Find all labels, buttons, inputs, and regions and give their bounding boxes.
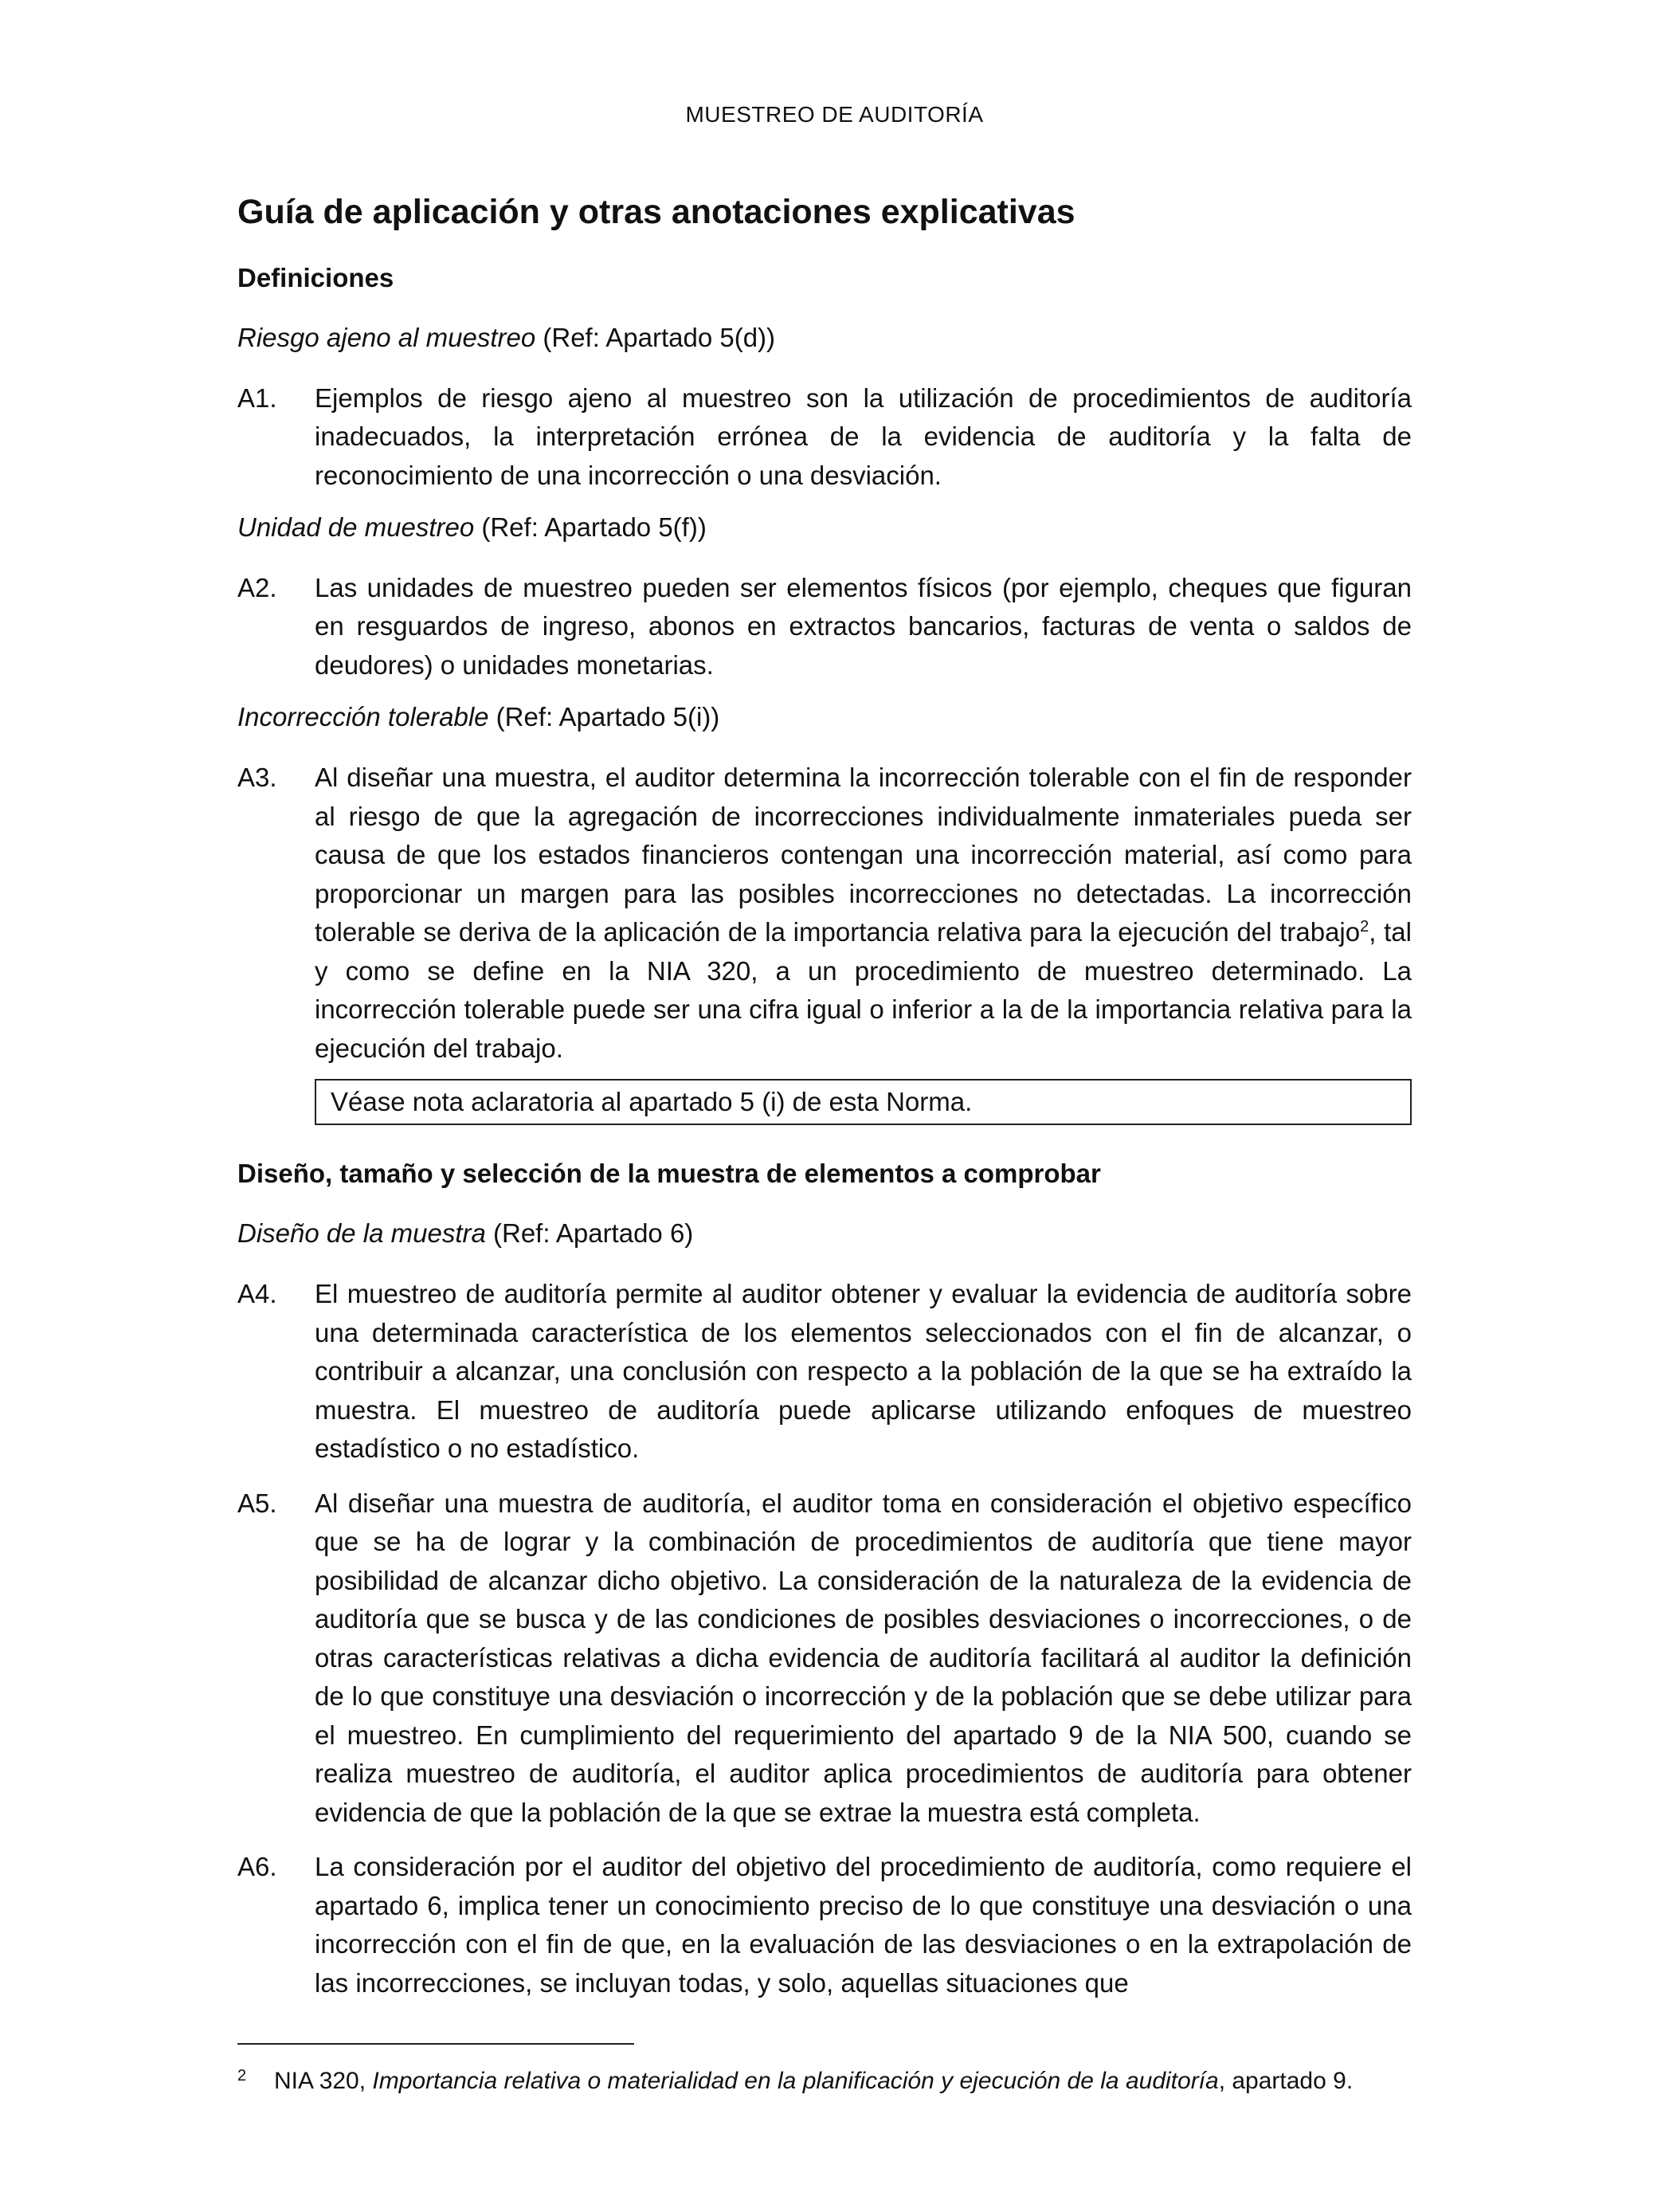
paragraph-a2	[237, 569, 1412, 685]
paragraph-a6	[237, 1848, 1412, 2002]
ref-heading-diseno	[237, 1217, 1412, 1251]
footnote	[237, 2064, 1412, 2099]
definiciones-title: Definiciones	[237, 262, 394, 292]
ref-heading-italic: Diseño de la muestra	[237, 1218, 486, 1249]
ref-heading-italic: Riesgo ajeno al muestreo	[237, 322, 536, 352]
paragraph-number: A3.	[237, 763, 277, 793]
paragraph-a4	[237, 1275, 1412, 1469]
footnote-text	[274, 2064, 1412, 2099]
ref-heading-italic: Unidad de muestreo	[237, 512, 475, 543]
diseno-title: Diseño, tamaño y selección de la muestra de elementos a comprobar	[237, 1159, 1101, 1189]
footnote-text-plain: NIA 320,	[274, 2068, 373, 2094]
paragraph-number: A4.	[237, 1279, 277, 1309]
paragraph-number: A6.	[237, 1852, 277, 1882]
paragraph-text: El muestreo de auditoría permite al auditor obtener y evaluar la evidencia de auditoría sobre una determinada característica de los elementos seleccionados con el fin de alcanzar, o contribuir a alcanzar, una conclusión con respecto a la población de la que se ha extraído la muestra. El muestreo de auditoría puede aplicarse utilizando enfoques de muestreo estadístico o no estadístico.	[315, 1279, 1412, 1464]
paragraph-a1	[237, 379, 1412, 496]
footnote-reference[interactable]: 2	[1360, 918, 1369, 936]
paragraph-text-part-1: Al diseñar una muestra, el auditor determina la incorrección tolerable con el fin de responder al riesgo de que la agregación de incorrecciones individualmente inmateriales pueda ser causa de que los estados financieros contengan una incorrección material, así como para proporcionar un margen para las posibles incorrecciones no detectadas. La incorrección tolerable se deriva de la aplicación de la importancia relativa para la ejecución del trabajo	[315, 763, 1412, 947]
footnote-number: 2	[237, 2067, 247, 2085]
paragraph-text-part-2: , tal y como se define en la NIA 320, a un procedimiento de muestreo determinado. La incorrección tolerable puede ser una cifra igual o inferior a la de la importancia relativa para la ejecución del trabajo.	[315, 917, 1412, 1063]
footnote-text-italic: Importancia relativa o materialidad en la planificación y ejecución de la auditoría	[372, 2068, 1219, 2094]
paragraph-text: Las unidades de muestreo pueden ser elementos físicos (por ejemplo, cheques que figuran en resguardos de ingreso, abonos en extractos bancarios, facturas de venta o saldos de deudores) o unidades monetarias.	[315, 572, 1412, 680]
running-header: MUESTREO DE AUDITORÍA	[685, 102, 984, 127]
ref-heading-reference: (Ref: Apartado 5(f))	[474, 512, 707, 543]
ref-heading-incorreccion	[237, 700, 1412, 735]
footnote-text-end: , apartado 9.	[1218, 2068, 1354, 2094]
paragraph-a5	[237, 1484, 1412, 1833]
paragraph-text: Ejemplos de riesgo ajeno al muestreo son la utilización de procedimientos de auditoría inadecuados, la interpretación errónea de la evidencia de auditoría y la falta de reconocimiento de una incorrección o una desviación.	[315, 382, 1412, 490]
paragraph-number: A2.	[237, 572, 277, 602]
ref-heading-reference: (Ref: Apartado 5(d))	[535, 322, 776, 352]
paragraph-number: A5.	[237, 1488, 277, 1518]
ref-heading-reference: (Ref: Apartado 6)	[485, 1218, 694, 1249]
ref-heading-italic: Incorrección tolerable	[237, 702, 489, 732]
footnote-separator	[237, 2043, 634, 2045]
paragraph-number: A1.	[237, 382, 277, 413]
ref-heading-riesgo	[237, 321, 1412, 355]
ref-heading-unidad	[237, 511, 1412, 545]
section-title: Guía de aplicación y otras anotaciones explicativas	[237, 193, 1075, 231]
paragraph-text: Al diseñar una muestra de auditoría, el auditor toma en consideración el objetivo específico que se ha de lograr y la combinación de procedimientos de auditoría que tiene mayor posibilidad de alcanzar dicho objetivo. La consideración de la naturaleza de la evidencia de auditoría que se busca y de las condiciones de posibles desviaciones o incorrecciones, o de otras características relativas a dicha evidencia de auditoría facilitará al auditor la definición de lo que constituye una desviación o incorrección y de la población que se debe utilizar para el muestreo. En cumplimiento del requerimiento del apartado 9 de la NIA 500, cuando se realiza muestreo de auditoría, el auditor aplica procedimientos de auditoría para obtener evidencia de que la población de la que se extrae la muestra está completa.	[315, 1488, 1412, 1827]
ref-heading-reference: (Ref: Apartado 5(i))	[488, 702, 720, 732]
paragraph-text	[315, 759, 1412, 1068]
page-content	[237, 191, 1412, 2018]
note-box: Véase nota aclaratoria al apartado 5 (i) de esta Norma.	[315, 1079, 1412, 1125]
paragraph-a3	[237, 759, 1412, 1068]
paragraph-text: La consideración por el auditor del objetivo del procedimiento de auditoría, como requiere el apartado 6, implica tener un conocimiento preciso de lo que constituye una desviación o una incorrección con el fin de que, en la evaluación de las desviaciones o en la extrapolación de las incorrecciones, se incluyan todas, y solo, aquellas situaciones que	[315, 1852, 1412, 1998]
